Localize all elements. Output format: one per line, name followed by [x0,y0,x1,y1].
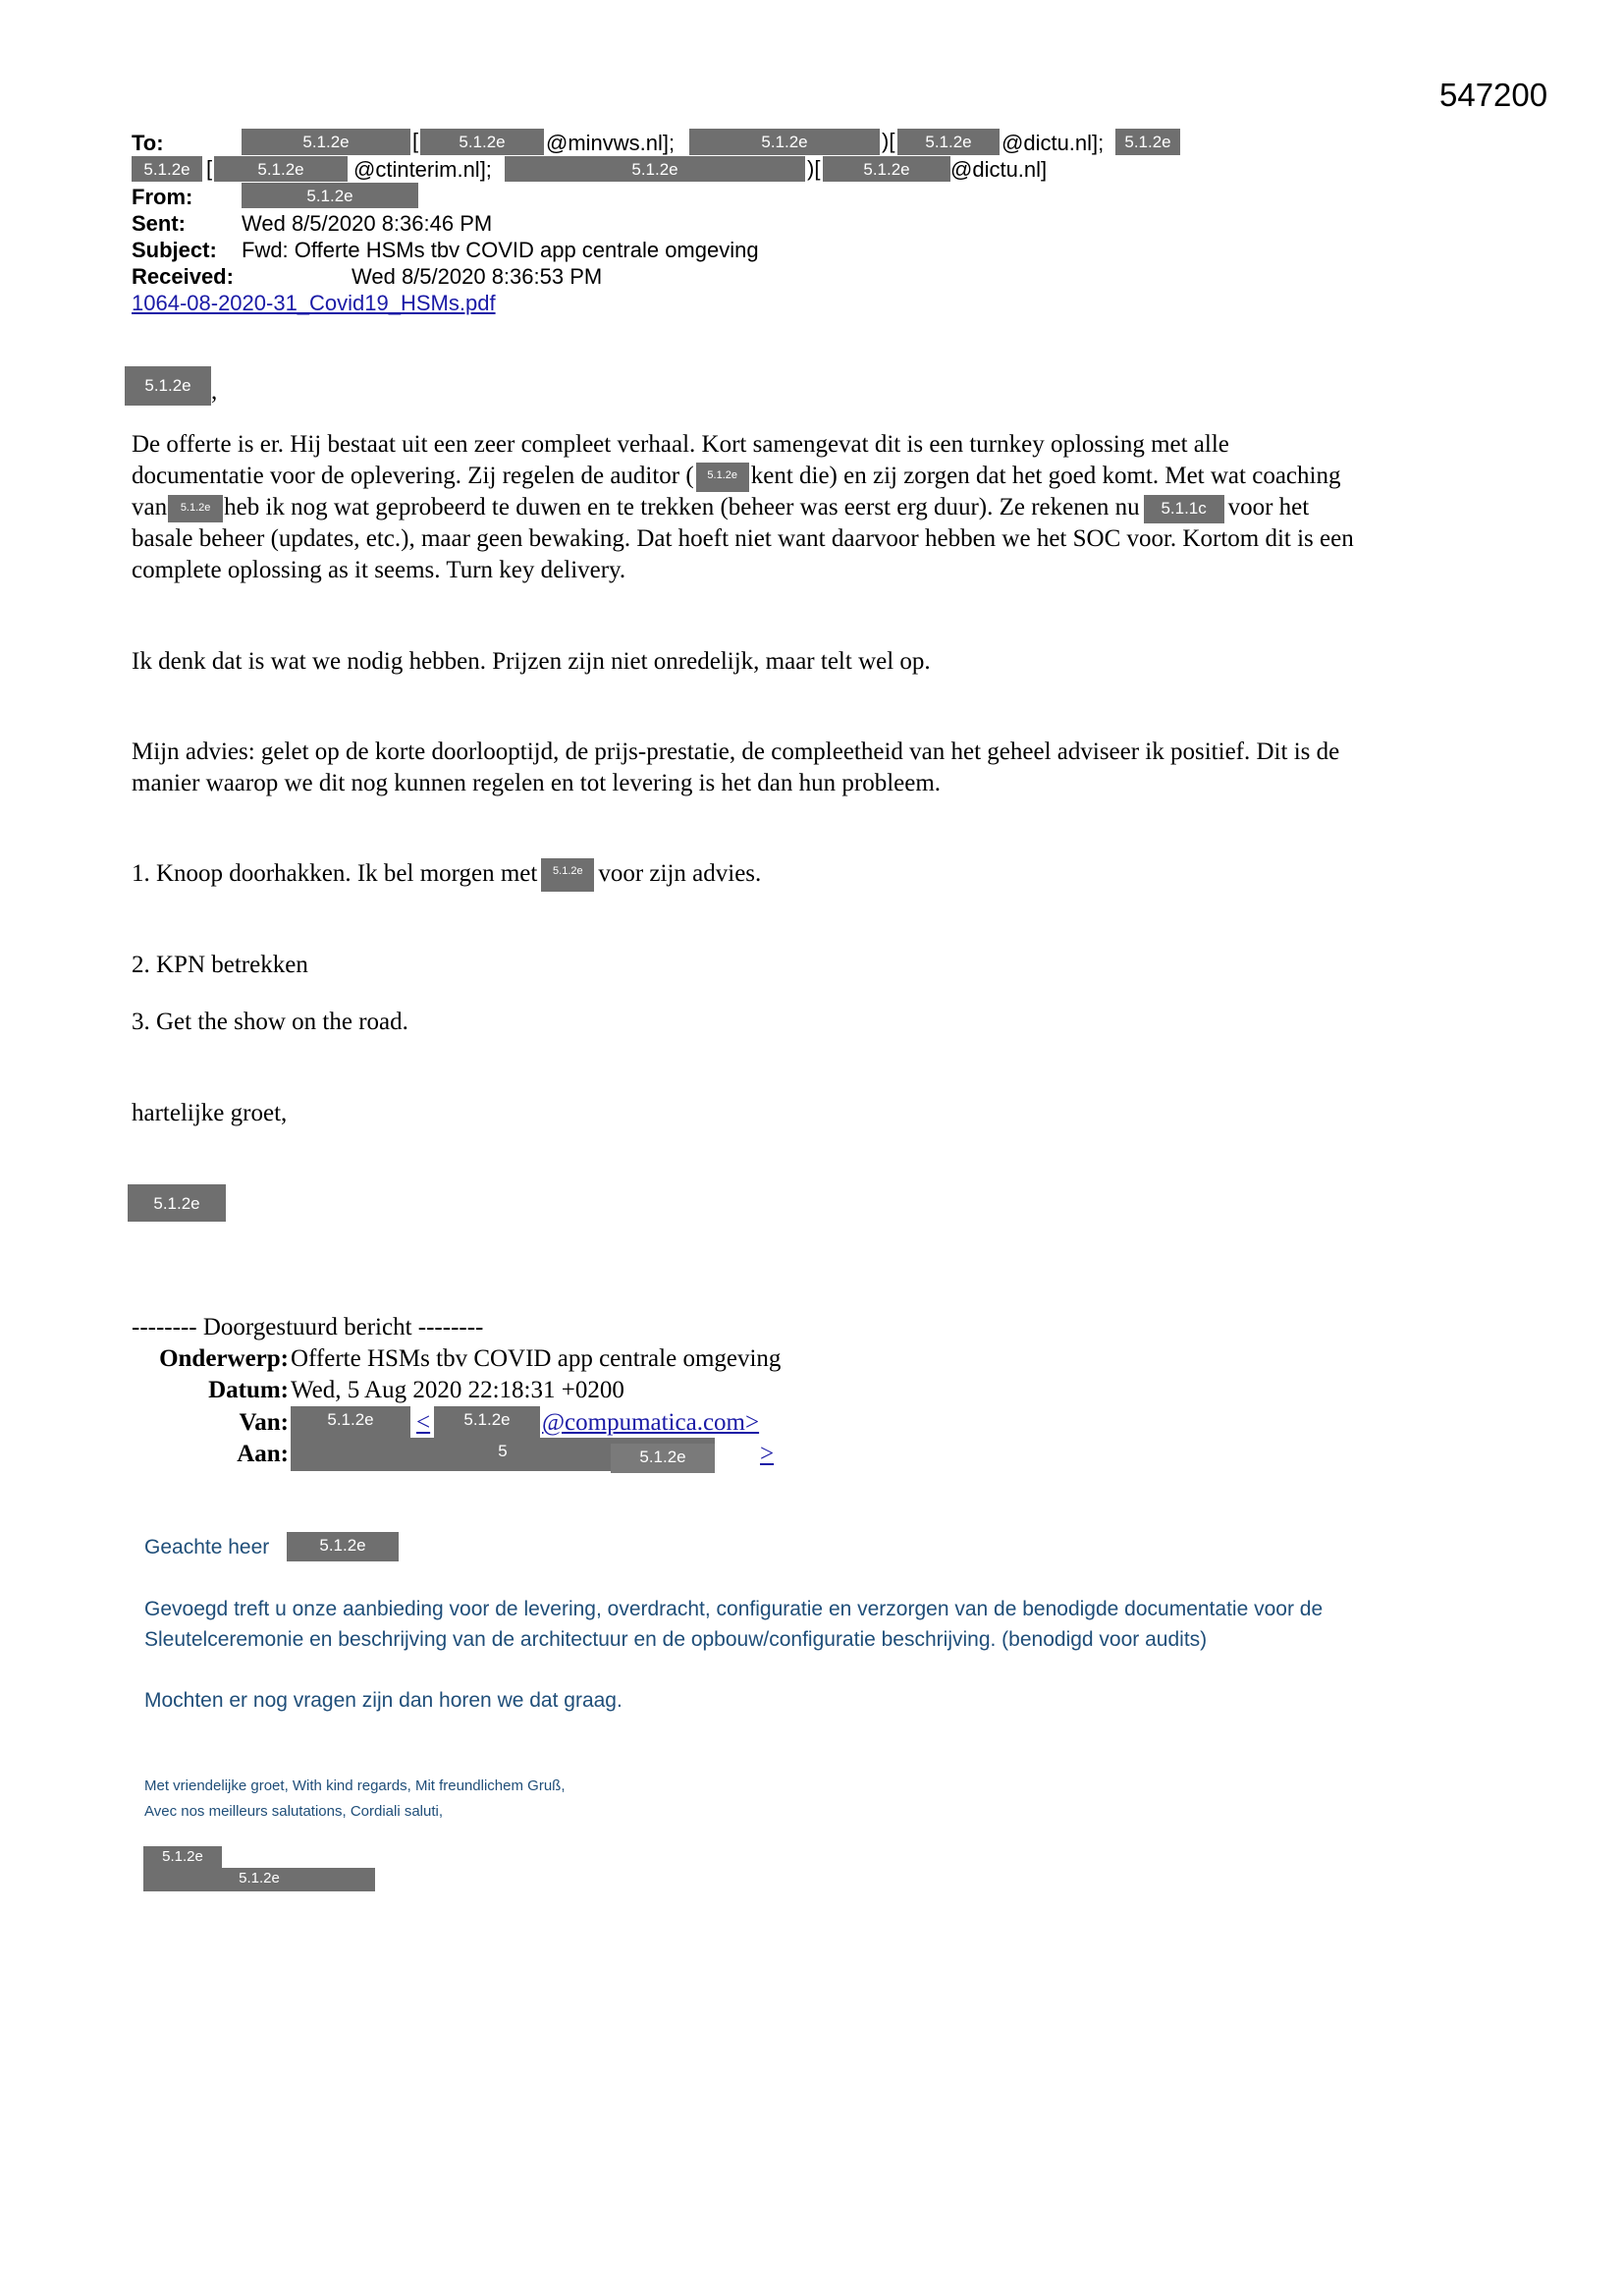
to-domain: @dictu.nl] [950,157,1048,182]
received-value: Wed 8/5/2020 8:36:53 PM [352,264,603,289]
subject-label: Subject: [132,238,217,262]
text-line: De offerte is er. Hij bestaat uit een zeer compleet verhaal. Kort samengevat dit is een turnkey oplossing met alle [132,431,1229,458]
sign-off-line: Met vriendelijke groet, With kind regards, Mit freundlichem Gruß, [144,1777,566,1794]
redaction-box: 5.1.1c [1144,495,1224,523]
subject-value: Fwd: Offerte HSMs tbv COVID app centrale omgeving [242,238,759,262]
signature-redaction: 5.1.2e [128,1184,226,1222]
van-bracket: < [416,1409,431,1436]
salutation-redaction: 5.1.2e [125,366,211,406]
action-item-1 [132,858,761,892]
redaction-box: 5.1.2e [897,129,1000,155]
text-segment: voor zijn advies. [598,860,762,887]
to-label: To: [132,131,164,155]
text-segment: van [132,494,168,520]
redaction-box: 5.1.2e [420,129,544,155]
text-line [132,492,1309,523]
to-separator: )[ [882,129,895,153]
salutation-comma: , [211,378,218,405]
text-line: Mijn advies: gelet op de korte doorlooptijd, de prijs-prestatie, de compleetheid van het geheel adviseer ik positief. Dit is de [132,738,1340,765]
received-label: Received: [132,264,234,289]
forward-divider: -------- Doorgestuurd bericht -------- [132,1314,484,1340]
document-number: 547200 [1439,77,1548,113]
text-line: Sleutelceremonie en beschrijving van de architectuur en de opbouw/configuratie beschrijving. (benodigd voor audits) [144,1628,1208,1651]
to-domain: @ctinterim.nl]; [353,157,492,182]
sent-value: Wed 8/5/2020 8:36:46 PM [242,211,493,236]
text-segment: voor het [1227,494,1310,520]
action-item-3: 3. Get the show on the road. [132,1009,408,1035]
redaction-box: 5.1.2e [434,1406,540,1440]
reply-greeting: Geachte heer [144,1536,270,1558]
redaction-box: 5.1.2e [132,156,202,182]
closing: hartelijke groet, [132,1100,288,1126]
sign-off-line: Avec nos meilleurs salutations, Cordiali saluti, [144,1803,444,1820]
redaction-box: 5.1.2e [143,1846,222,1870]
onderwerp-value: Offerte HSMs tbv COVID app centrale omgeving [291,1345,782,1372]
text-segment: documentatie voor de oplevering. Zij regelen de auditor ( [132,463,694,489]
redaction-box: 5.1.2e [823,156,950,182]
reply-paragraph-2: Mochten er nog vragen zijn dan horen we dat graag. [144,1689,623,1712]
van-label: Van: [239,1409,289,1436]
aan-label: Aan: [237,1441,289,1467]
redaction-box: 5 [291,1438,715,1471]
redaction-box: 5.1.2e [1115,129,1180,155]
sent-label: Sent: [132,211,186,236]
datum-label: Datum: [208,1377,289,1403]
body-paragraph-2: Ik denk dat is wat we nodig hebben. Prijzen zijn niet onredelijk, maar telt wel op. [132,648,931,675]
text-segment: heb ik nog wat geprobeerd te duwen en te trekken (beheer was eerst erg duur). Ze rekenen nu [224,494,1140,520]
attachment-link[interactable]: 1064-08-2020-31_Covid19_HSMs.pdf [132,291,496,315]
datum-value: Wed, 5 Aug 2020 22:18:31 +0200 [291,1377,624,1403]
to-separator: [ [412,129,419,153]
to-separator: )[ [807,156,821,181]
redaction-box: 5.1.2e [541,858,594,892]
redaction-box: 5.1.2e [287,1532,399,1561]
redaction-box: 5.1.2e [505,156,805,182]
van-email-domain[interactable]: @compumatica.com> [542,1409,760,1436]
to-domain: @minvws.nl]; [546,131,676,155]
redaction-box: 5.1.2e [168,495,223,522]
redaction-box: 5.1.2e [689,129,880,155]
text-segment: kent die) en zij zorgen dat het goed komt. Met wat coaching [750,463,1341,489]
redaction-box: 5.1.2e [291,1406,410,1440]
redaction-box: 5.1.2e [611,1444,715,1473]
text-line: Gevoegd treft u onze aanbieding voor de levering, overdracht, configuratie en verzorgen van de benodigde documentatie voor de [144,1598,1324,1620]
redaction-box: 5.1.2e [214,156,348,182]
redaction-box: 5.1.2e [143,1868,375,1891]
to-domain: @dictu.nl]; [1001,131,1105,155]
text-line: basale beheer (updates, etc.), maar geen bewaking. Dat hoeft niet want daarvoor hebben we het SOC voor. Kortom dit is een [132,525,1354,552]
to-separator: [ [206,156,213,181]
aan-bracket: > [760,1441,775,1467]
redaction-box: 5.1.2e [242,183,418,208]
onderwerp-label: Onderwerp: [159,1345,289,1372]
from-label: From: [132,185,193,209]
text-line [132,461,1340,492]
text-segment: 1. Knoop doorhakken. Ik bel morgen met [132,860,538,887]
redaction-box: 5.1.2e [242,129,410,155]
text-line: complete oplossing as it seems. Turn key delivery. [132,557,626,583]
redaction-box: 5.1.2e [696,463,749,492]
action-item-2: 2. KPN betrekken [132,952,308,978]
text-line: manier waarop we dit nog kunnen regelen en tot levering is het dan hun probleem. [132,770,942,796]
